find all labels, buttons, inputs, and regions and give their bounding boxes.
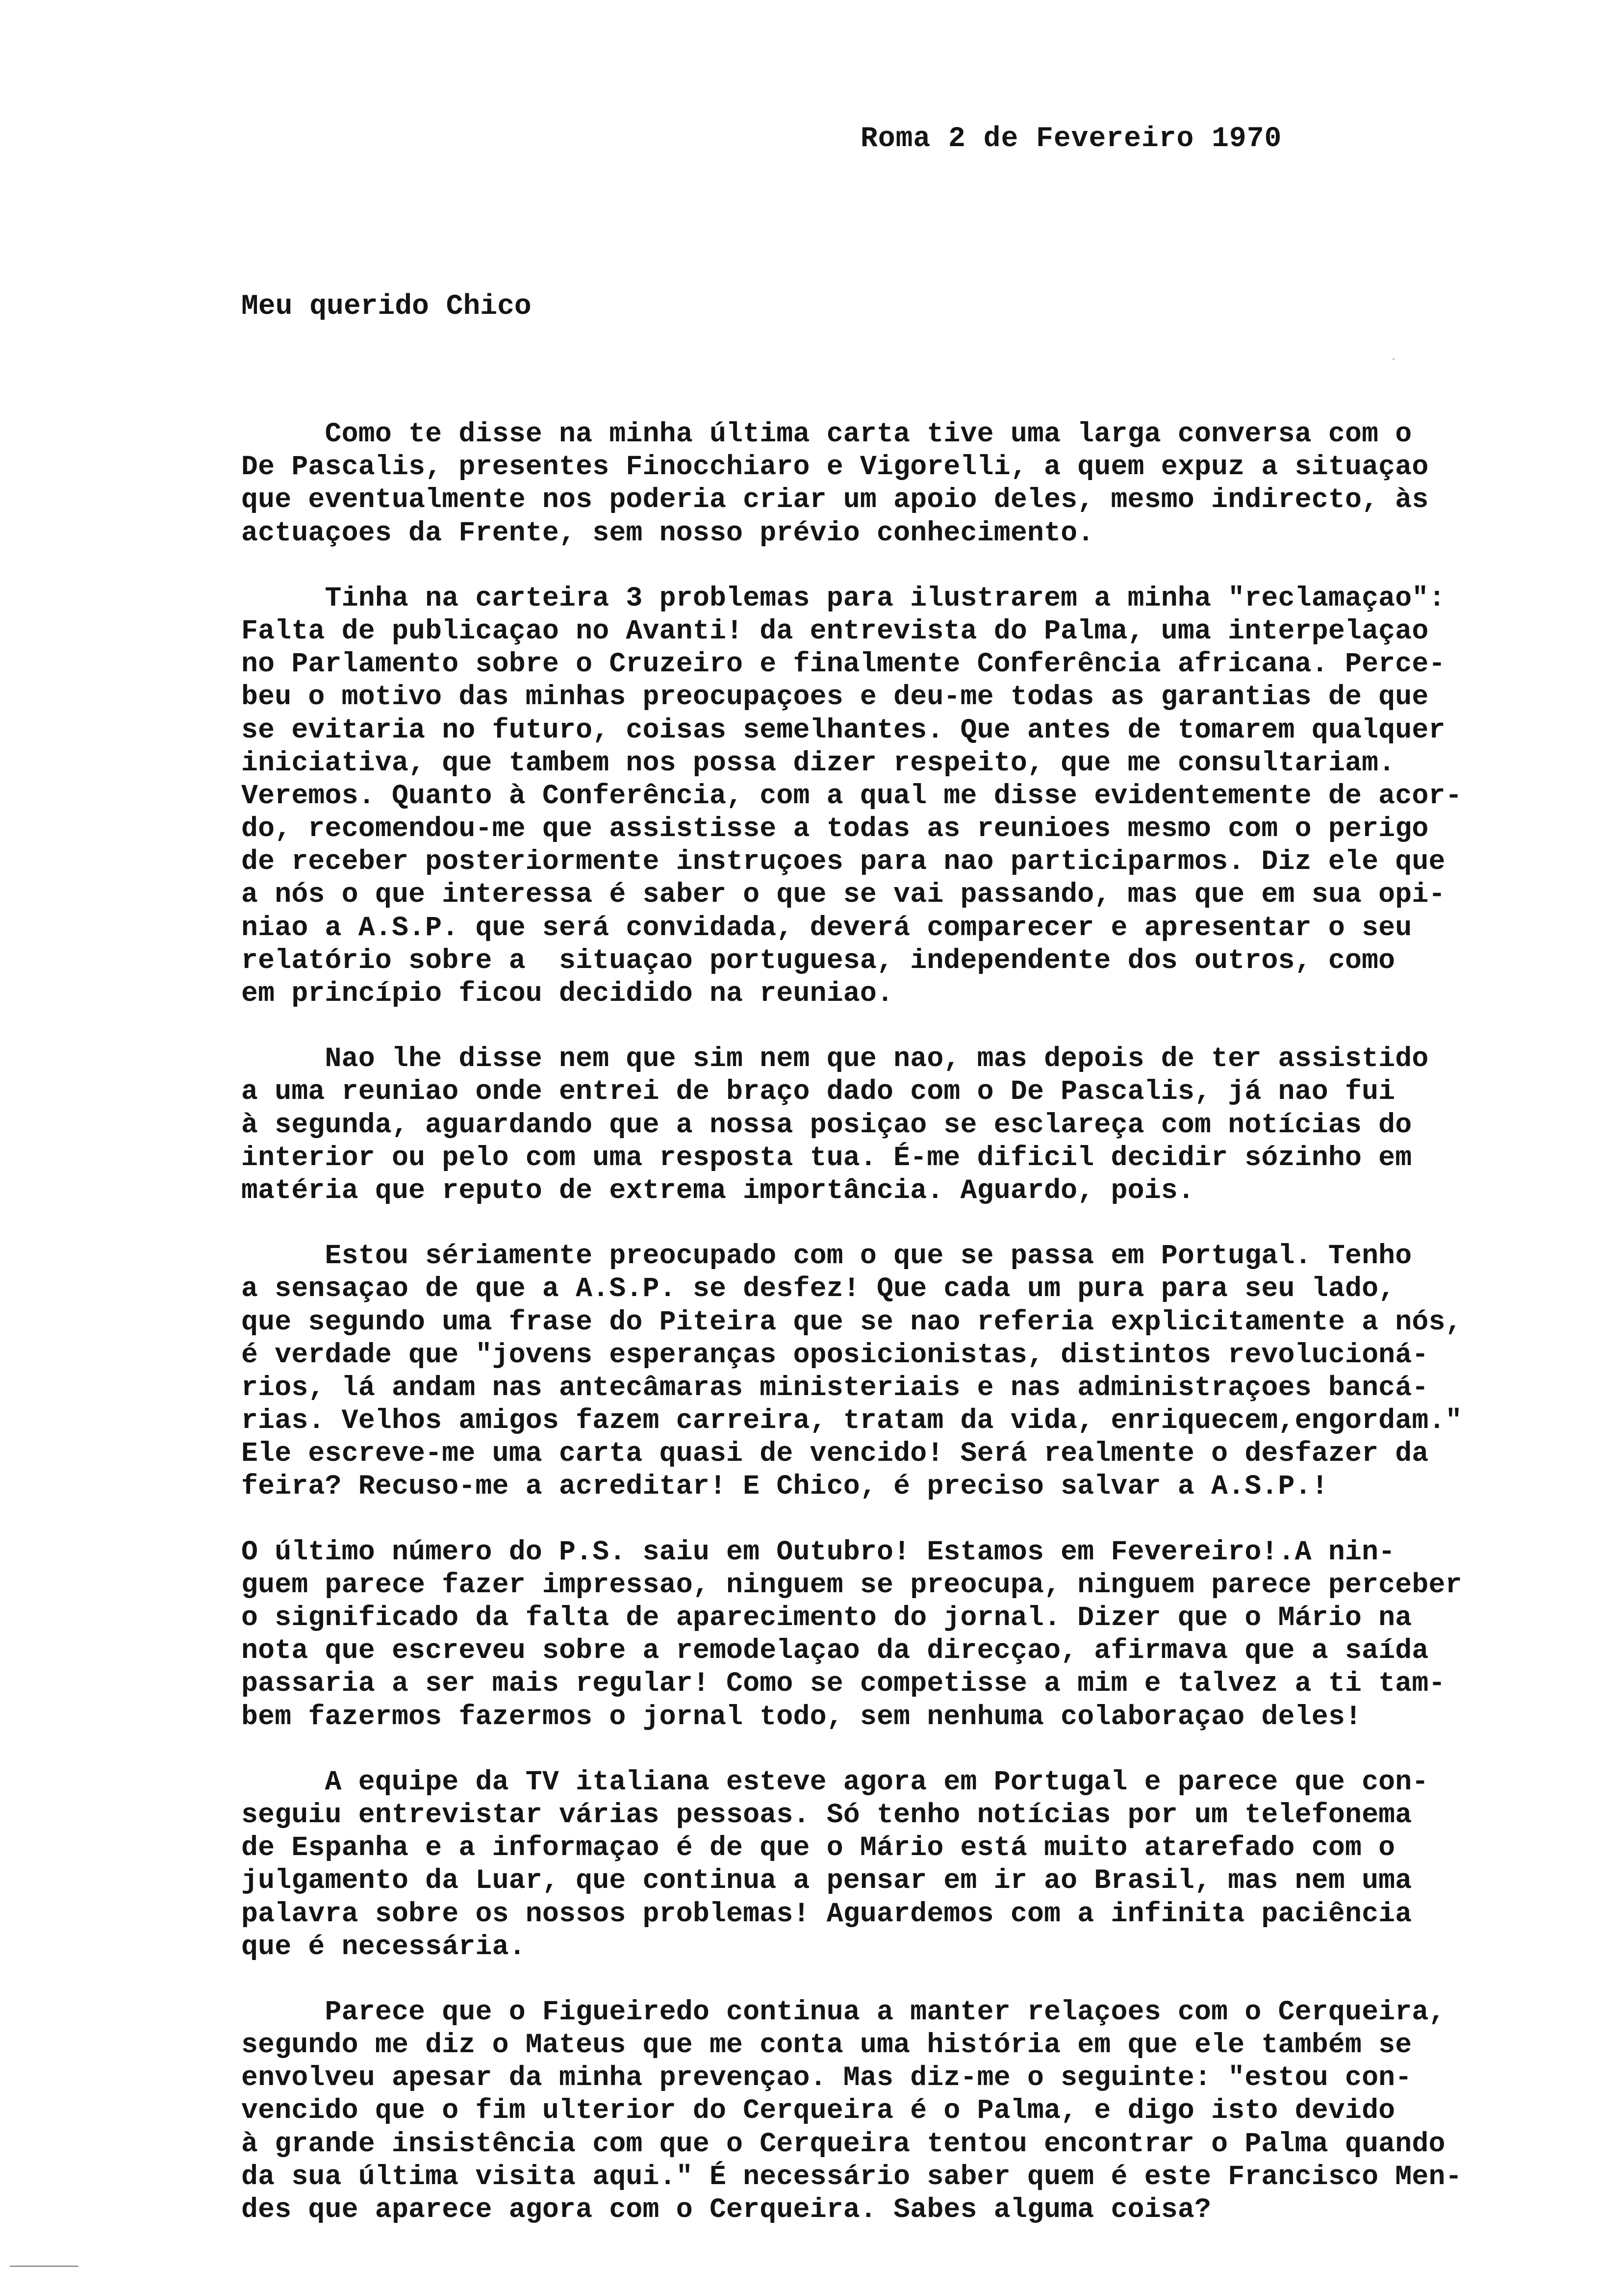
salutation: Meu querido Chico	[241, 291, 532, 323]
text-line: que é necessária.	[241, 1931, 526, 1962]
paper-speck	[1393, 358, 1395, 360]
text-line: Veremos. Quanto à Conferência, com a qual me disse evidentemente de acor-	[241, 780, 1462, 812]
text-line: da sua última visita aqui." É necessário saber quem é este Francisco Men-	[241, 2161, 1462, 2192]
text-line: a sensaçao de que a A.S.P. se desfez! Que cada um pura para seu lado,	[241, 1273, 1396, 1305]
text-line: julgamento da Luar, que continua a pensar em ir ao Brasil, mas nem uma	[241, 1865, 1412, 1897]
paragraph	[241, 1240, 1536, 1503]
text-line: à grande insistência com que o Cerqueira tentou encontrar o Palma quando	[241, 2128, 1446, 2160]
text-line: que segundo uma frase do Piteira que se nao referia explicitamente a nós,	[241, 1306, 1462, 1338]
text-line: bem fazermos fazermos o jornal todo, sem nenhuma colaboraçao deles!	[241, 1701, 1362, 1732]
text-line: feira? Recuso-me a acreditar! E Chico, é preciso salvar a A.S.P.!	[241, 1471, 1328, 1502]
text-line: Tinha na carteira 3 problemas para ilustrarem a minha "reclamaçao":	[241, 582, 1446, 614]
text-line: no Parlamento sobre o Cruzeiro e finalmente Conferência africana. Perce-	[241, 648, 1446, 680]
text-line: O último número do P.S. saiu em Outubro! Estamos em Fevereiro!.A nin-	[241, 1536, 1396, 1568]
text-line: a nós o que interessa é saber o que se vai passando, mas que em sua opi-	[241, 879, 1446, 911]
text-line: que eventualmente nos poderia criar um apoio deles, mesmo indirecto, às	[241, 484, 1429, 516]
text-line: Estou sériamente preocupado com o que se passa em Portugal. Tenho	[241, 1240, 1412, 1272]
paragraph	[241, 1996, 1536, 2226]
text-line: vencido que o fim ulterior do Cerqueira é o Palma, e digo isto devido	[241, 2095, 1396, 2127]
text-line: actuaçoes da Frente, sem nosso prévio conhecimento.	[241, 517, 1094, 549]
text-line: palavra sobre os nossos problemas! Aguardemos com a infinita paciência	[241, 1898, 1412, 1930]
text-line: iniciativa, que tambem nos possa dizer respeito, que me consultariam.	[241, 747, 1396, 779]
text-line: é verdade que "jovens esperanças oposicionistas, distintos revolucioná-	[241, 1339, 1429, 1371]
text-line: des que aparece agora com o Cerqueira. Sabes alguma coisa?	[241, 2194, 1212, 2225]
text-line: o significado da falta de aparecimento do jornal. Dizer que o Mário na	[241, 1602, 1412, 1633]
text-line: relatório sobre a situaçao portuguesa, independente dos outros, como	[241, 944, 1396, 976]
text-line: segundo me diz o Mateus que me conta uma história em que ele também se	[241, 2029, 1412, 2061]
paragraph	[241, 1766, 1536, 1963]
text-line: Como te disse na minha última carta tive uma larga conversa com o	[241, 418, 1412, 450]
paragraph	[241, 1043, 1536, 1207]
text-line: De Pascalis, presentes Finocchiaro e Vigorelli, a quem expuz a situaçao	[241, 451, 1429, 483]
text-line: de Espanha e a informaçao é de que o Mário está muito atarefado com o	[241, 1832, 1396, 1864]
text-line: em princípio ficou decidido na reuniao.	[241, 978, 894, 1009]
text-line: niao a A.S.P. que será convidada, deverá comparecer e apresentar o seu	[241, 912, 1412, 943]
text-line: Ele escreve-me uma carta quasi de vencido! Será realmente o desfazer da	[241, 1438, 1429, 1470]
text-line: beu o motivo das minhas preocupaçoes e deu-me todas as garantias de que	[241, 681, 1429, 713]
text-line: a uma reuniao onde entrei de braço dado com o De Pascalis, já nao fui	[241, 1076, 1396, 1108]
paragraph	[241, 1536, 1536, 1733]
text-line: guem parece fazer impressao, ninguem se preocupa, ninguem parece perceber	[241, 1569, 1462, 1601]
text-line: do, recomendou-me que assistisse a todas as reunioes mesmo com o perigo	[241, 813, 1429, 845]
text-line: seguiu entrevistar várias pessoas. Só tenho notícias por um telefonema	[241, 1799, 1412, 1831]
text-line: passaria a ser mais regular! Como se competisse a mim e talvez a ti tam-	[241, 1668, 1446, 1700]
letter-date: Roma 2 de Fevereiro 1970	[861, 123, 1282, 155]
text-line: à segunda, aguardando que a nossa posiçao se esclareça com notícias do	[241, 1109, 1412, 1141]
text-line: interior ou pelo com uma resposta tua. É-me dificil decidir sózinho em	[241, 1142, 1412, 1173]
text-line: Parece que o Figueiredo continua a manter relaçoes com o Cerqueira,	[241, 1996, 1446, 2028]
paragraph	[241, 418, 1536, 550]
text-line: de receber posteriormente instruçoes para nao participarmos. Diz ele que	[241, 846, 1446, 878]
paragraph	[241, 582, 1536, 1010]
text-line: matéria que reputo de extrema importância. Aguardo, pois.	[241, 1174, 1195, 1206]
text-line: envolveu apesar da minha prevençao. Mas diz-me o seguinte: "estou con-	[241, 2062, 1412, 2094]
text-line: A equipe da TV italiana esteve agora em Portugal e parece que con-	[241, 1766, 1429, 1798]
text-line: Falta de publicaçao no Avanti! da entrevista do Palma, uma interpelaçao	[241, 615, 1429, 647]
text-line: se evitaria no futuro, coisas semelhantes. Que antes de tomarem qualquer	[241, 714, 1446, 746]
text-line: rias. Velhos amigos fazem carreira, tratam da vida, enriquecem,engordam."	[241, 1405, 1462, 1437]
text-line: rios, lá andam nas antecâmaras ministeriais e nas administraçoes bancá-	[241, 1372, 1429, 1403]
text-line: nota que escreveu sobre a remodelaçao da direcçao, afirmava que a saída	[241, 1635, 1429, 1667]
text-line: Nao lhe disse nem que sim nem que nao, mas depois de ter assistido	[241, 1043, 1429, 1075]
page-edge-mark	[10, 2266, 78, 2267]
letter-body	[241, 418, 1536, 2259]
